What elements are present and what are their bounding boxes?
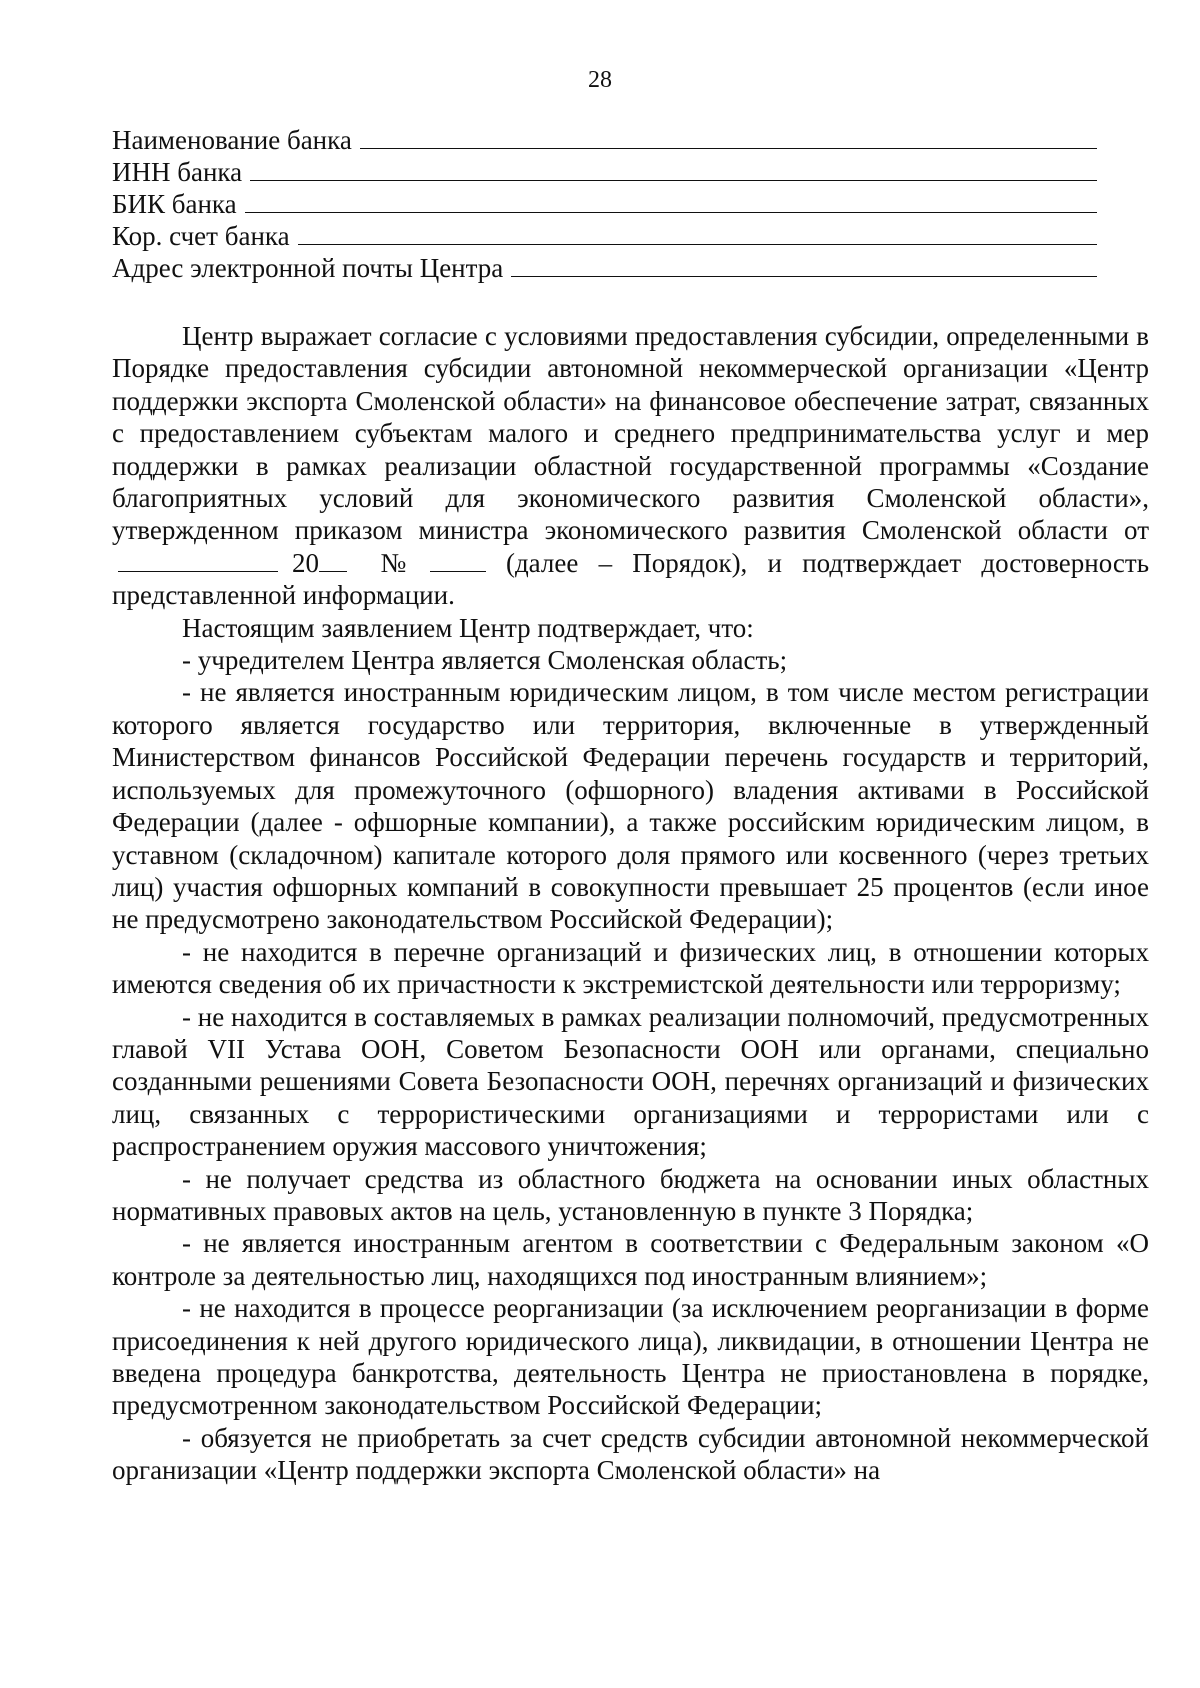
confirmation-item: - не находится в перечне организаций и физических лиц, в отношении которых имеются сведения об их причастности к экстремистской деятельности или терроризму; xyxy=(112,936,1149,1000)
bank-corr-account-blank-line xyxy=(298,244,1097,245)
bank-name-field xyxy=(112,124,1097,156)
bank-bik-field xyxy=(112,188,1097,220)
bank-name-label: Наименование банка xyxy=(112,125,352,155)
center-email-label: Адрес электронной почты Центра xyxy=(112,253,504,283)
bank-corr-account-label: Кор. счет банка xyxy=(112,221,290,251)
center-email-blank-line xyxy=(511,276,1097,277)
bank-corr-account-field xyxy=(112,220,1097,252)
bank-details-fields xyxy=(112,124,1097,284)
page-number: 28 xyxy=(588,67,612,93)
confirmation-intro: Настоящим заявлением Центр подтверждает, что: xyxy=(182,612,754,643)
order-year-prefix: 20 xyxy=(292,547,319,578)
bank-name-blank-line xyxy=(360,148,1097,149)
confirmation-item: - не получает средства из областного бюджета на основании иных областных нормативных правовых актов на цель, установленную в пункте 3 Порядка; xyxy=(112,1163,1149,1226)
consent-text-end: (далее – Порядок), и подтверждает достоверность представленной информации. xyxy=(112,547,1150,611)
confirmation-item: - не является иностранным юридическим лицом, в том числе местом регистрации которого является государство или территория, включенные в утвержденный Министерством финансов Российской Федерации перечень государств и территорий, используемых для промежуточного (офшорного) владения активами в Российской Федерации (далее - офшорные компании), а также российским юридическим лицом, в уставном (складочном) капитале которого доля прямого или косвенного (через третьих лиц) участия офшорных компаний в совокупности превышает 25 процентов (если иное не предусмотрено законодательством Российской Федерации); xyxy=(112,677,1149,935)
consent-text: Центр выражает согласие с условиями предоставления субсидии, определенными в Порядке предоставления субсидии автономной некоммерческой организации «Центр поддержки экспорта Смоленской области» на финансовое обеспечение затрат, связанных с предоставлением субъектам малого и среднего предпринимательства услуг и мер поддержки в рамках реализации областной государственной программы «Создание благоприятных условий для экономического развития Смоленской области», утвержденном приказом министра экономического развития Смоленской области от xyxy=(112,321,1149,546)
order-year-blank xyxy=(319,549,347,572)
order-date-blank xyxy=(118,549,278,572)
bank-bik-label: БИК банка xyxy=(112,189,237,219)
center-email-field xyxy=(112,252,1097,284)
confirmation-item: - не находится в составляемых в рамках реализации полномочий, предусмотренных главой VII Устава ООН, Советом Безопасности ООН или органами, специально созданными решениями Совета Безопасности ООН, перечнях организаций и физических лиц, связанных с террористическими организациями и террористами или с распространением оружия массового уничтожения; xyxy=(112,1001,1149,1162)
order-number-blank xyxy=(430,549,486,572)
bank-inn-field xyxy=(112,156,1097,188)
confirmation-item: - не находится в процессе реорганизации (за исключением реорганизации в форме присоединения к ней другого юридического лица), ликвидации, в отношении Центра не введена процедура банкротства, деятельность Центра не приостановлена в порядке, предусмотренном законодательством Российской Федерации; xyxy=(112,1293,1149,1421)
consent-paragraph xyxy=(112,320,1149,612)
confirmation-item: - учредителем Центра является Смоленская область; xyxy=(182,645,788,676)
bank-inn-blank-line xyxy=(250,180,1097,181)
order-number-sign: № xyxy=(367,547,420,578)
confirmation-item: - обязуется не приобретать за счет средств субсидии автономной некоммерческой организации «Центр поддержки экспорта Смоленской области» на xyxy=(112,1422,1149,1486)
confirmation-item: - не является иностранным агентом в соответствии с Федеральным законом «О контроле за деятельностью лиц, находящихся под иностранным влиянием»; xyxy=(112,1228,1149,1291)
bank-bik-blank-line xyxy=(245,212,1097,213)
bank-inn-label: ИНН банка xyxy=(112,157,243,187)
document-body xyxy=(112,320,1149,1487)
